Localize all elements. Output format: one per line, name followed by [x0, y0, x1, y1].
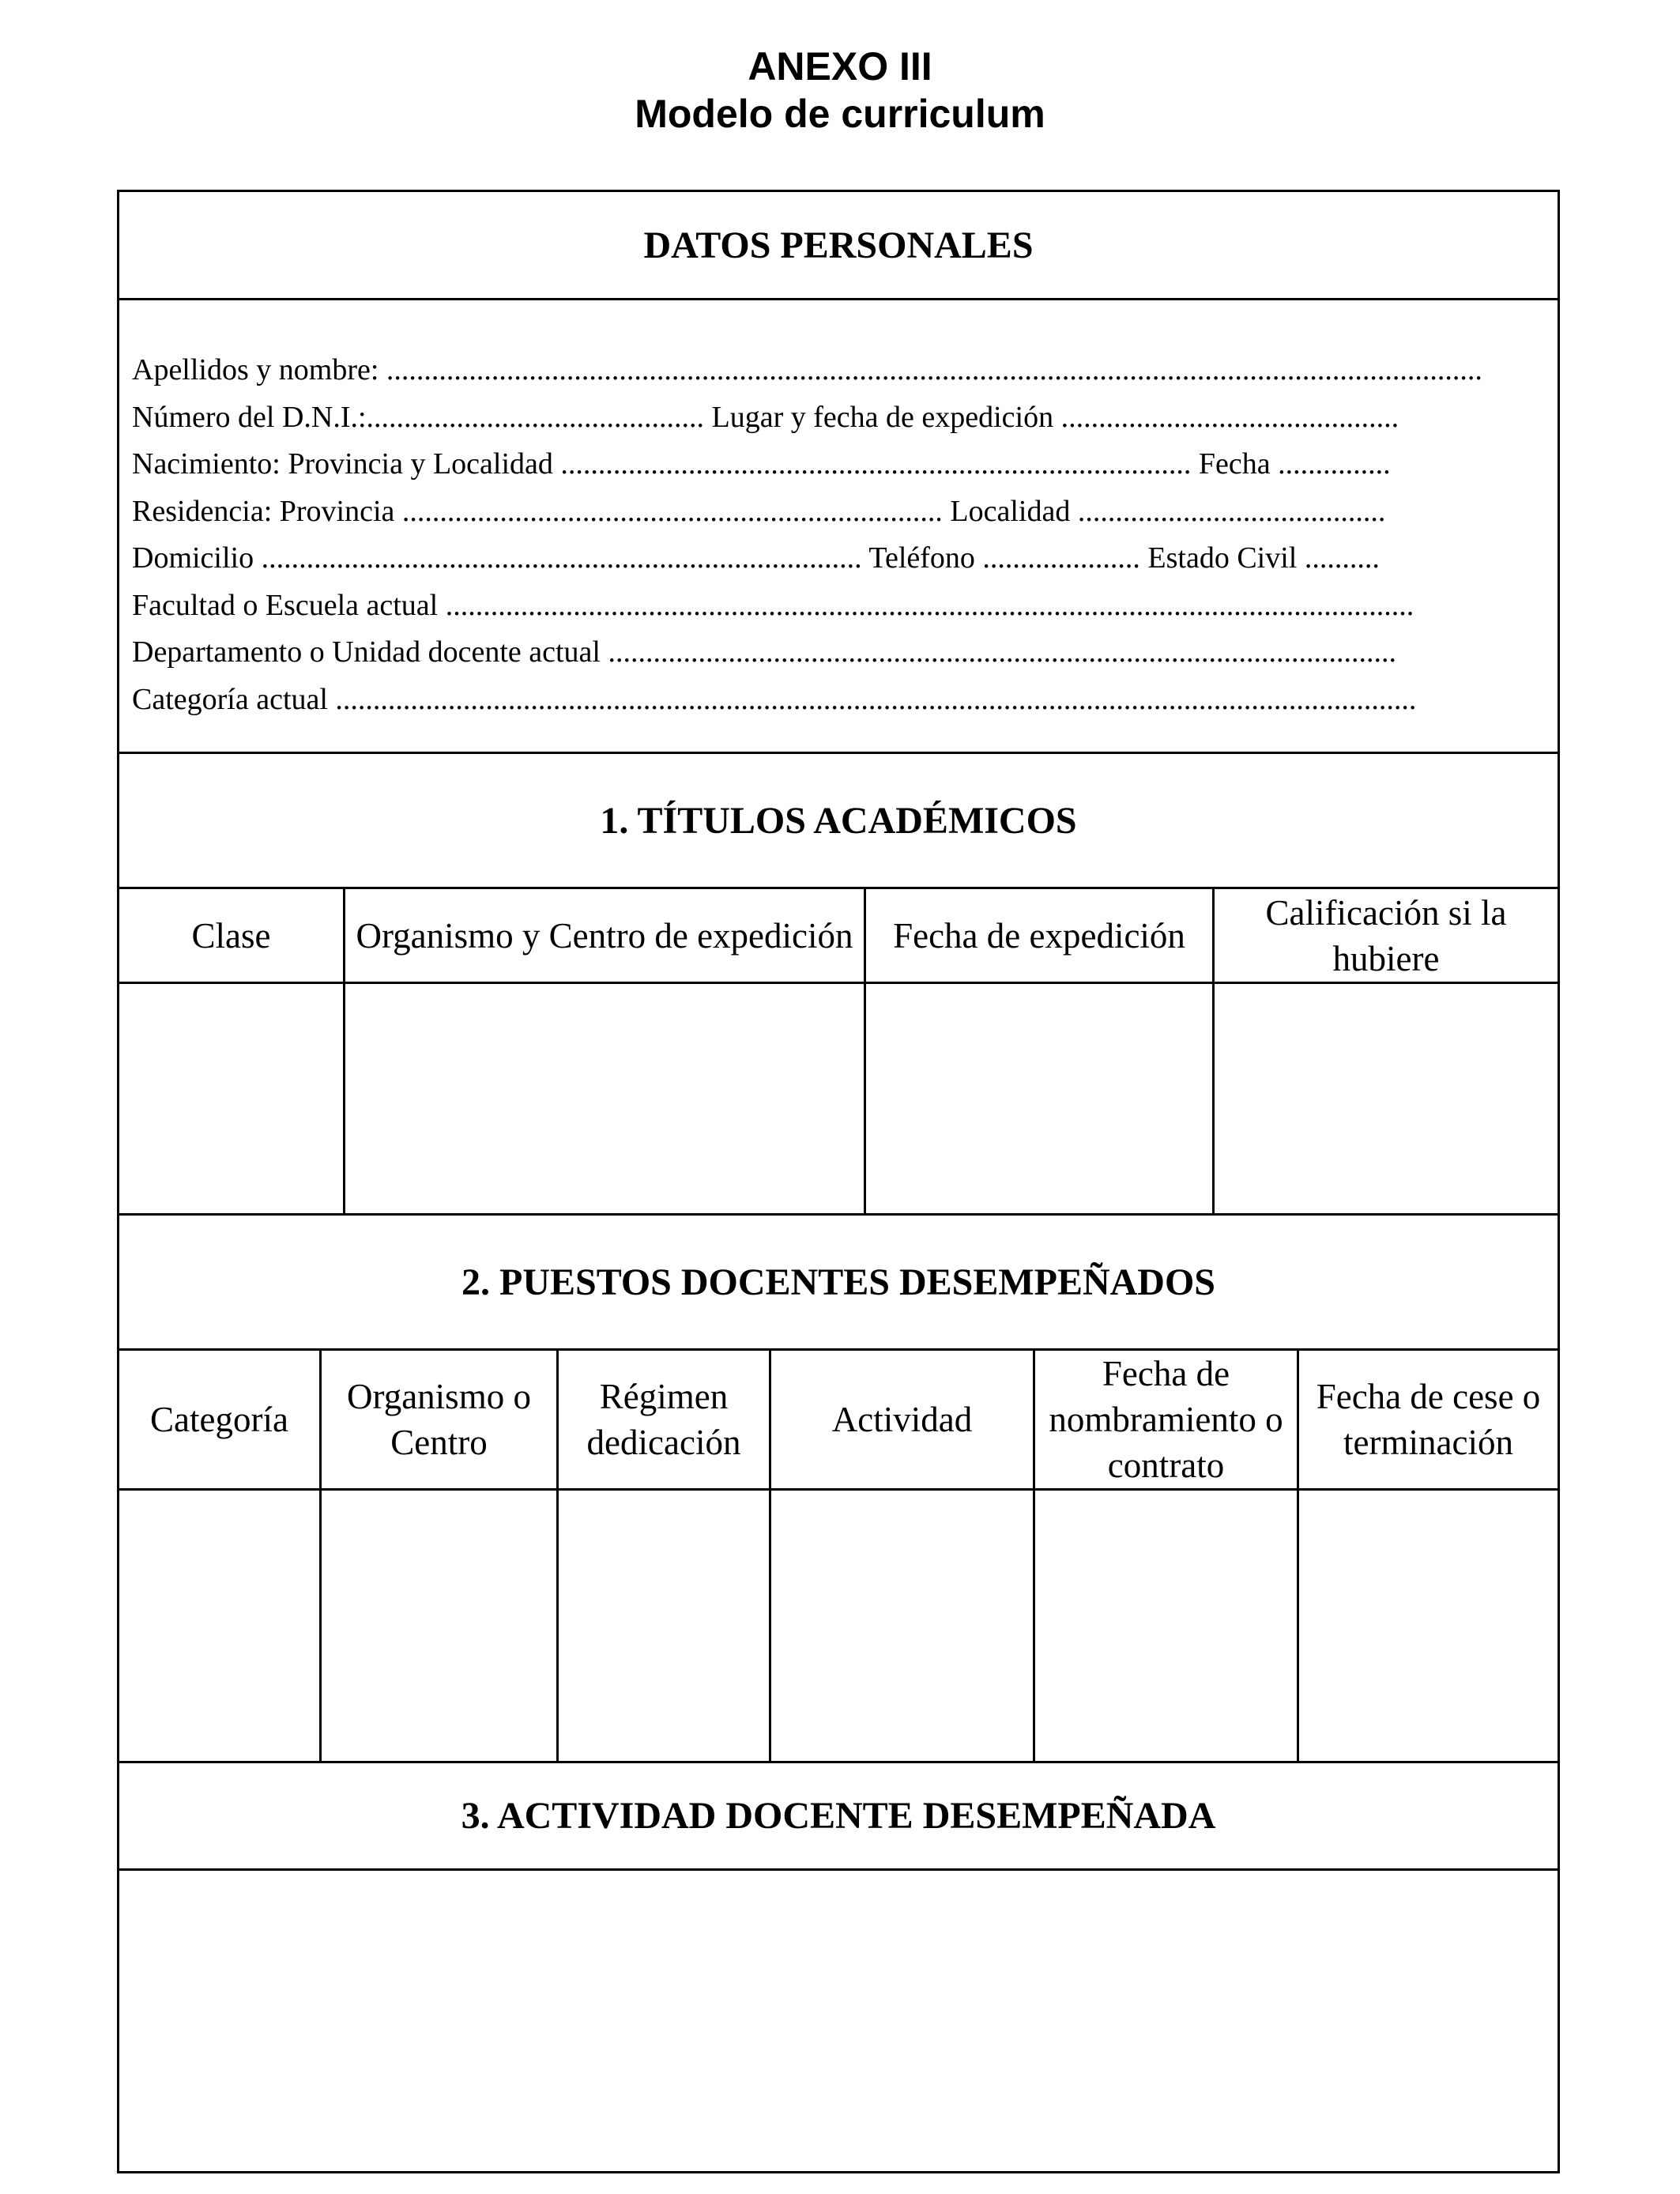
field-dni-place-date[interactable]: Número del D.N.I.:............................................. Lugar y fecha de expedición .............................................: [132, 400, 1399, 434]
column-header-organismo-centro: Organismo o Centro: [347, 1377, 531, 1462]
column-divider: [319, 1348, 322, 1761]
field-category[interactable]: Categoría actual ................................................................................................................................................: [132, 682, 1417, 716]
field-faculty[interactable]: Facultad o Escuela actual .................................................................................................................................: [132, 588, 1414, 622]
titles-cell-clase[interactable]: [119, 984, 343, 1213]
personal-data-title: DATOS PERSONALES: [643, 224, 1034, 266]
document-subtitle: Modelo de curriculum: [635, 92, 1045, 136]
positions-cell-regimen[interactable]: [559, 1491, 769, 1761]
teaching-positions-title: 2. PUESTOS DOCENTES DESEMPEÑADOS: [461, 1261, 1215, 1303]
divider: [119, 298, 1558, 300]
positions-cell-fecha-cese[interactable]: [1299, 1491, 1558, 1761]
column-divider: [343, 887, 345, 1213]
column-header-actividad: Actividad: [831, 1400, 973, 1439]
field-full-name[interactable]: Apellidos y nombre: ..................................................................................................................................................: [132, 353, 1482, 386]
column-divider: [864, 887, 866, 1213]
academic-titles-title: 1. TÍTULOS ACADÉMICOS: [600, 799, 1077, 842]
field-department[interactable]: Departamento o Unidad docente actual .........................................................................................................: [132, 635, 1396, 669]
column-header-clase: Clase: [191, 915, 271, 956]
column-divider: [1297, 1348, 1299, 1761]
positions-cell-organismo[interactable]: [322, 1491, 556, 1761]
field-residence[interactable]: Residencia: Provincia ........................................................................ Localidad .........................................: [132, 494, 1386, 528]
column-header-fecha-cese: Fecha de cese o terminación: [1316, 1377, 1541, 1462]
column-header-fecha-expedicion: Fecha de expedición: [893, 915, 1185, 956]
positions-cell-categoria[interactable]: [119, 1491, 319, 1761]
field-birth[interactable]: Nacimiento: Provincia y Localidad .................................................................................... Fecha ...............: [132, 447, 1391, 481]
field-address-phone-status[interactable]: Domicilio ................................................................................ Teléfono ..................... Estado Civil ..........: [132, 541, 1380, 575]
teaching-activity-area[interactable]: [119, 1871, 1558, 2171]
column-header-calificacion: Calificación si la hubiere: [1265, 892, 1507, 978]
positions-cell-actividad[interactable]: [771, 1491, 1033, 1761]
column-divider: [1033, 1348, 1035, 1761]
titles-cell-organismo[interactable]: [345, 984, 864, 1213]
titles-cell-fecha[interactable]: [866, 984, 1212, 1213]
teaching-activity-title: 3. ACTIVIDAD DOCENTE DESEMPEÑADA: [461, 1795, 1216, 1837]
titles-cell-calificacion[interactable]: [1215, 984, 1558, 1213]
column-divider: [1212, 887, 1215, 1213]
column-header-categoria: Categoría: [150, 1400, 288, 1439]
column-header-fecha-nombramiento: Fecha de nombramiento o contrato: [1049, 1354, 1283, 1485]
positions-cell-fecha-nombramiento[interactable]: [1035, 1491, 1297, 1761]
column-header-regimen: Régimen dedicación: [586, 1377, 741, 1462]
column-header-organismo: Organismo y Centro de expedición: [356, 915, 853, 956]
personal-data-fields: [132, 347, 1550, 723]
column-divider: [769, 1348, 771, 1761]
column-divider: [556, 1348, 559, 1761]
page-header: [0, 43, 1680, 138]
annex-title: ANEXO III: [748, 44, 932, 89]
curriculum-form: [117, 190, 1560, 2173]
